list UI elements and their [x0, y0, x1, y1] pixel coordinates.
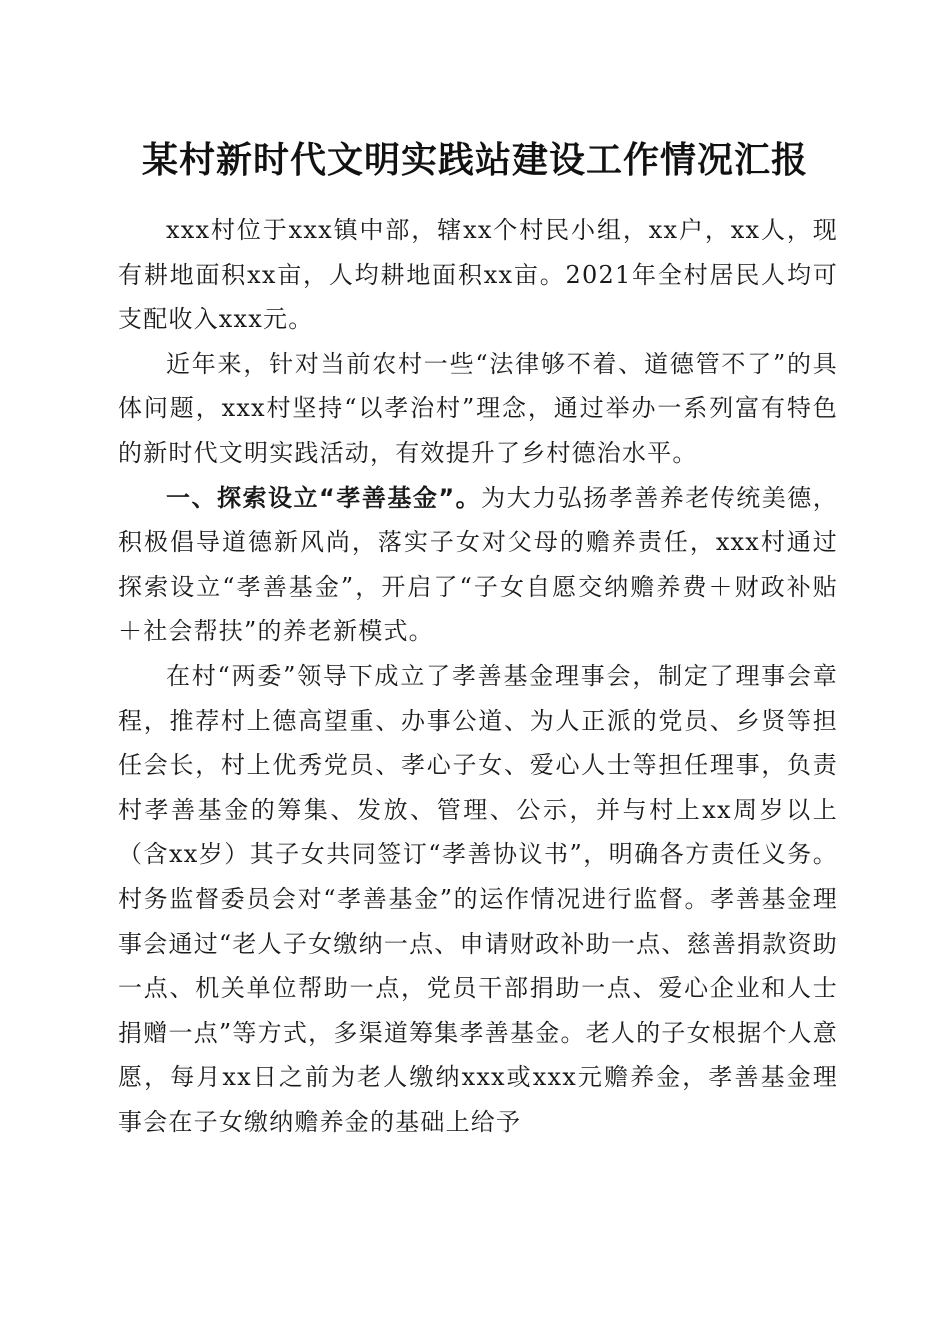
paragraph-text: 在村“两委”领导下成立了孝善基金理事会，制定了理事会章程，推荐村上德高望重、办事公道、为人正派的党员、乡贤等担任会长，村上优秀党员、孝心子女、爱心人士等担任理事，负责村孝善基金的筹集、发放、管理、公示，并与村上xx周岁以上（含xx岁）其子女共同签订“孝善协议书”，明确各方责任义务。村务监督委员会对“孝善基金”的运作情况进行监督。孝善基金理事会通过“老人子女缴纳一点、申请财政补助一点、慈善捐款资助一点、机关单位帮助一点，党员干部捐助一点、爱心企业和人士捐赠一点”等方式，多渠道筹集孝善基金。老人的子女根据个人意愿，每月xx日之前为老人缴纳xxx或xxx元赡养金，孝善基金理事会在子女缴纳赡养金的基础上给予	[118, 661, 838, 1136]
paragraph-text: 为大力弘扬孝善养老传统美德，积极倡导道德新风尚，落实子女对父母的赡养责任，xxx村通过探索设立“孝善基金”，开启了“子女自愿交纳赡养费＋财政补贴＋社会帮扶”的养老新模式。	[118, 483, 838, 646]
paragraph-section-one	[118, 476, 838, 654]
paragraph-text: 近年来，针对当前农村一些“法律够不着、道德管不了”的具体问题，xxx村坚持“以孝治村”理念，通过举办一系列富有特色的新时代文明实践活动，有效提升了乡村德治水平。	[118, 349, 838, 467]
paragraph-intro	[118, 208, 838, 342]
document-title: 某村新时代文明实践站建设工作情况汇报	[141, 139, 808, 181]
paragraph-background	[118, 342, 838, 476]
section-heading: 一、探索设立“孝善基金”。	[166, 483, 482, 512]
paragraph-text: xxx村位于xxx镇中部，辖xx个村民小组，xx户，xx人，现有耕地面积xx亩，人均耕地面积xx亩。2021年全村居民人均可支配收入xxx元。	[118, 216, 838, 334]
paragraph-details	[118, 654, 838, 1145]
document-body	[118, 208, 838, 1144]
